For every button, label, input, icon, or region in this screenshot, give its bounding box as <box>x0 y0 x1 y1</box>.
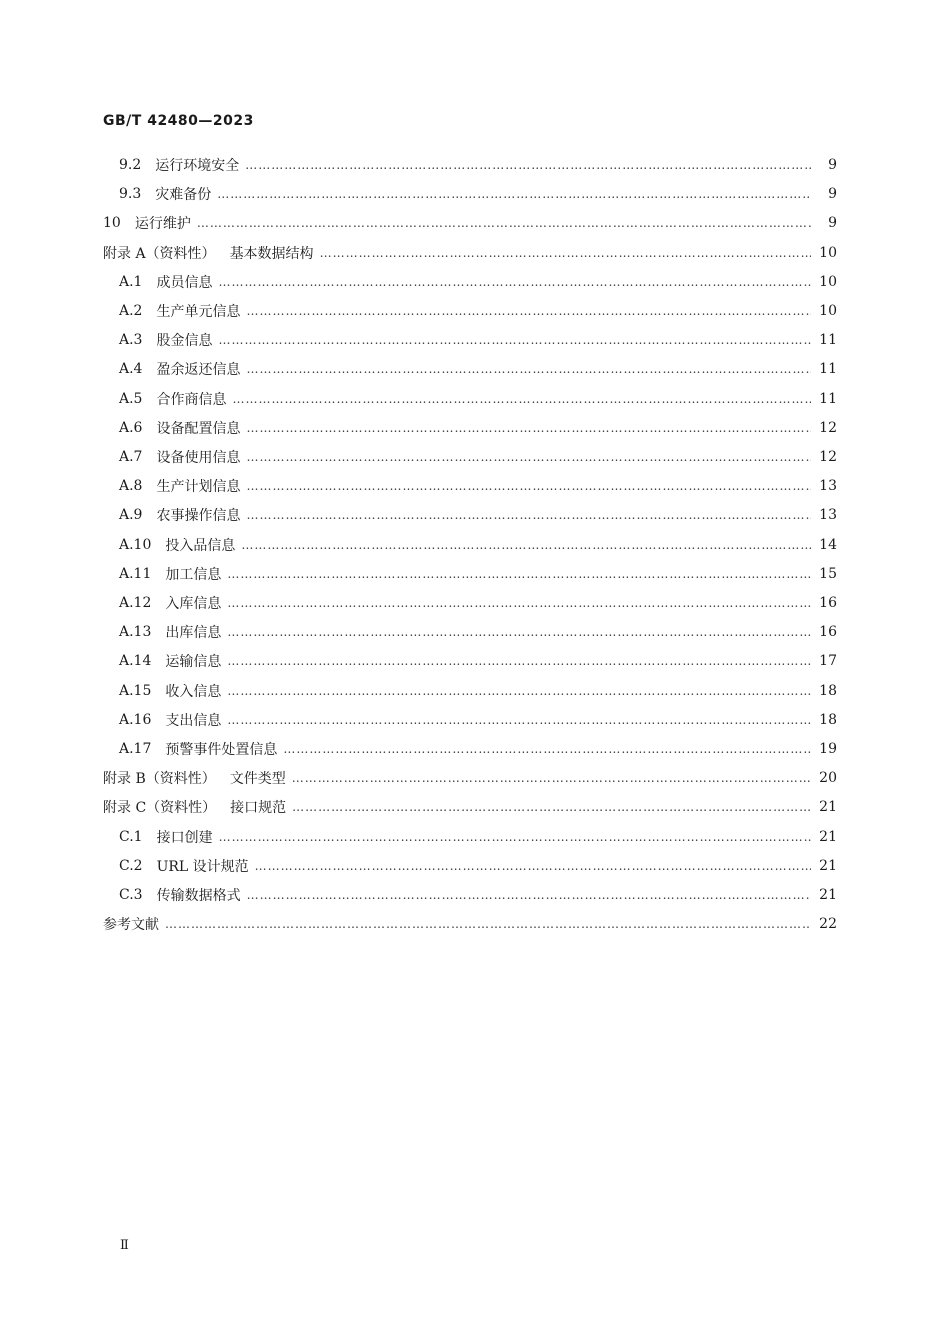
toc-entry-title: 股金信息 <box>156 333 213 350</box>
toc-entry-page: 21 <box>819 857 837 874</box>
toc-entry-title: 运行维护 <box>134 216 191 233</box>
toc-leader-dots <box>292 771 811 785</box>
toc-entry-page: 13 <box>819 507 837 524</box>
toc-entry[interactable] <box>119 269 837 295</box>
toc-entry[interactable] <box>119 152 837 178</box>
toc-entry-title: 灾难备份 <box>155 187 212 204</box>
toc-entry-number: A.4 <box>119 361 143 378</box>
toc-entry-page: 11 <box>819 361 837 378</box>
toc-entry[interactable] <box>119 415 837 441</box>
toc-entry-page: 10 <box>819 303 837 319</box>
toc-entry-title: 参考文献 <box>103 917 159 934</box>
toc-leader-dots <box>245 158 811 172</box>
toc-entry-page: 20 <box>819 770 837 787</box>
toc-leader-dots <box>227 567 811 581</box>
toc-leader-dots <box>218 333 811 347</box>
toc-entry-number: A.1 <box>119 273 143 290</box>
toc-entry-number: 附录 B（资料性） <box>103 771 216 788</box>
toc-entry-title: 出库信息 <box>165 625 222 642</box>
toc-entry[interactable] <box>119 444 837 470</box>
toc-entry-number: A.12 <box>119 595 152 611</box>
toc-leader-dots <box>227 713 811 727</box>
toc-leader-dots <box>247 888 811 902</box>
toc-entry-title: 投入品信息 <box>165 537 236 554</box>
toc-entry-number: A.8 <box>119 478 143 495</box>
toc-entry-page: 16 <box>819 624 837 641</box>
toc-leader-dots <box>197 216 811 230</box>
toc-entry-number: A.2 <box>119 303 143 319</box>
toc-entry-number: A.5 <box>119 390 143 407</box>
toc-entry-number: 附录 C（资料性） <box>103 800 217 817</box>
toc-entry[interactable] <box>119 882 837 908</box>
toc-entry-page: 14 <box>819 536 837 553</box>
toc-entry-title: 预警事件处置信息 <box>165 742 278 758</box>
toc-leader-dots <box>241 538 811 552</box>
toc-entry-number: A.15 <box>119 682 152 699</box>
toc-entry-number: A.13 <box>119 624 152 641</box>
toc-leader-dots <box>292 800 811 814</box>
toc-entry-number: A.14 <box>119 653 152 670</box>
toc-entry[interactable] <box>103 240 837 266</box>
toc-entry[interactable] <box>119 561 837 587</box>
toc-entry-number: 9.3 <box>119 186 142 203</box>
toc-entry-page: 12 <box>819 419 837 436</box>
toc-entry[interactable] <box>119 532 837 558</box>
toc-leader-dots <box>219 830 811 844</box>
toc-entry[interactable] <box>119 824 837 850</box>
toc-entry-number: 9.2 <box>119 157 142 173</box>
toc-entry[interactable] <box>119 181 837 207</box>
toc-entry-title: 生产单元信息 <box>156 304 241 320</box>
toc-leader-dots <box>227 625 811 639</box>
toc-entry[interactable] <box>103 765 837 791</box>
toc-entry-page: 9 <box>828 215 837 232</box>
toc-entry-number: A.17 <box>119 741 152 757</box>
toc-entry-title: 接口创建 <box>156 829 213 846</box>
toc-leader-dots <box>246 479 811 493</box>
toc-entry-title: 运行环境安全 <box>155 158 240 174</box>
toc-entry-page: 21 <box>819 828 837 845</box>
toc-entry-title: 基本数据结构 <box>229 245 314 262</box>
toc-entry-title: 合作商信息 <box>156 391 227 408</box>
toc-entry-number: 附录 A（资料性） <box>103 245 216 262</box>
toc-leader-dots <box>217 187 811 201</box>
toc-entry-title: 文件类型 <box>229 771 286 788</box>
toc-entry-page: 22 <box>819 916 837 933</box>
toc-entry-number: A.3 <box>119 332 143 349</box>
toc-entry-number: C.3 <box>119 887 143 903</box>
toc-entry[interactable] <box>119 707 837 733</box>
toc-leader-dots <box>218 275 811 289</box>
toc-entry-page: 19 <box>819 741 837 757</box>
toc-entry[interactable] <box>119 648 837 674</box>
toc-entry-page: 12 <box>819 449 837 465</box>
toc-entry-page: 15 <box>819 565 837 582</box>
toc-entry-page: 18 <box>819 682 837 699</box>
toc-entry-number: A.10 <box>119 536 152 553</box>
toc-entry-title: 入库信息 <box>165 596 222 612</box>
toc-entry[interactable] <box>119 298 837 324</box>
toc-leader-dots <box>246 362 811 376</box>
toc-entry[interactable] <box>119 356 837 382</box>
standard-code: GB/T 42480—2023 <box>103 113 254 129</box>
toc-leader-dots <box>227 684 811 698</box>
toc-leader-dots <box>227 654 811 668</box>
toc-entry-page: 9 <box>828 157 837 173</box>
toc-entry-number: 10 <box>103 215 121 232</box>
toc-entry-page: 10 <box>819 273 837 290</box>
toc-entry-number: A.7 <box>119 449 143 465</box>
toc-entry-page: 11 <box>819 390 837 407</box>
toc-entry-page: 21 <box>819 799 837 816</box>
toc-entry-page: 13 <box>819 478 837 495</box>
toc-entry-title: 接口规范 <box>230 800 287 817</box>
toc-entry-page: 18 <box>819 711 837 728</box>
toc-entry-title: 支出信息 <box>165 712 222 729</box>
toc-entry-page: 16 <box>819 595 837 611</box>
toc-entry[interactable] <box>103 911 837 937</box>
toc-leader-dots <box>320 246 811 260</box>
toc-leader-dots <box>246 421 811 435</box>
toc-entry[interactable] <box>119 327 837 353</box>
toc-entry-title: 传输数据格式 <box>156 888 241 904</box>
toc-entry[interactable] <box>103 210 837 236</box>
toc-entry-page: 9 <box>828 186 837 203</box>
toc-entry-page: 11 <box>819 332 837 349</box>
toc-entry[interactable] <box>119 502 837 528</box>
toc-entry[interactable] <box>119 853 837 879</box>
page-number: Ⅱ <box>120 1238 129 1253</box>
toc-leader-dots <box>255 859 811 873</box>
toc-entry-number: C.1 <box>119 828 143 845</box>
toc-leader-dots <box>246 508 811 522</box>
toc-entry-page: 10 <box>819 244 837 261</box>
toc-leader-dots <box>232 392 811 406</box>
toc-entry-number: A.9 <box>119 507 143 524</box>
toc-leader-dots <box>227 596 811 610</box>
toc-entry[interactable] <box>119 619 837 645</box>
toc-entry-title: 设备配置信息 <box>156 420 241 437</box>
toc-entry-title: 生产计划信息 <box>156 479 241 496</box>
toc-entry[interactable] <box>119 473 837 499</box>
toc-leader-dots <box>246 450 811 464</box>
toc-entry-page: 17 <box>819 653 837 670</box>
toc-leader-dots <box>246 304 811 318</box>
toc-entry-title: 成员信息 <box>156 274 213 291</box>
toc-entry-title: 运输信息 <box>165 654 222 671</box>
toc-entry-number: C.2 <box>119 857 143 874</box>
toc-entry-title: 设备使用信息 <box>156 450 241 466</box>
toc-entry[interactable] <box>119 386 837 412</box>
toc-leader-dots <box>165 917 811 931</box>
toc-entry-title: 农事操作信息 <box>156 508 241 525</box>
toc-entry-title: URL 设计规范 <box>156 858 249 875</box>
toc-entry-title: 加工信息 <box>165 566 222 583</box>
toc-entry[interactable] <box>103 794 837 820</box>
toc-entry-number: A.6 <box>119 419 143 436</box>
toc-entry[interactable] <box>119 736 837 762</box>
toc-entry[interactable] <box>119 678 837 704</box>
toc-entry-number: A.16 <box>119 711 152 728</box>
toc-leader-dots <box>283 742 811 756</box>
toc-entry[interactable] <box>119 590 837 616</box>
toc-entry-page: 21 <box>819 887 837 903</box>
toc-entry-number: A.11 <box>119 565 152 582</box>
toc-entry-title: 盈余返还信息 <box>156 362 241 379</box>
toc-entry-title: 收入信息 <box>165 683 222 700</box>
